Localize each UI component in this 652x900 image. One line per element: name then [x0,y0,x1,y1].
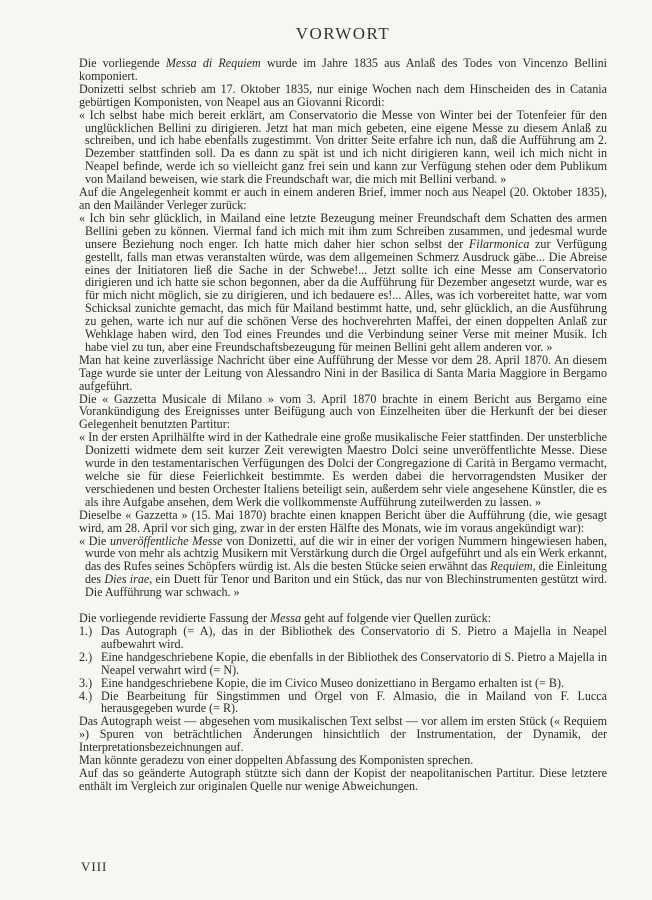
paragraph: Donizetti selbst schrieb am 17. Oktober 1835, nur einige Wochen nach dem Hinscheiden des in Catania gebürtigen Komponisten, von Neapel aus an Giovanni Ricordi: [79,81,607,109]
italic-title: Messa [270,611,301,626]
text-run: Die vorliegende [79,56,166,70]
list-text: Eine handgeschriebene Kopie, die ebenfalls in der Bibliothek des Conservatorio di S. Pietro a Majella in Neapel verwahrt wird (= N). [101,649,607,677]
quotation: « In der ersten Aprilhälfte wird in der Kathedrale eine große musikalische Feier stattfinden. Der unsterbliche Donizetti widmete dem seit kurzer Zeit verewigten Maestro Dolci seine unveröffentlichte Messe. Diese wurde in den testamentarischen Verfügungen des Dolci der Congregazione di Carità in Bergamo vermacht, welche sie für diese Feierlichkeit bestimmte. Es werden dabei die hervorragendsten Musiker der verschiedenen und besten Orchester Italiens beteiligt sein, außerdem sehr viele angesehene Künstler, die es als ihre Aufgabe ansehen, dem Werk die vollkommenste Aufführung zuteilwerden zu lassen. » [79,430,607,509]
preface-text [79,57,607,793]
list-text: Eine handgeschriebene Kopie, die im Civico Museo donizettiano in Bergamo erhalten ist (= B). [101,675,565,690]
list-item [79,651,607,677]
text-run: zur Verfügung gestellt, falls man etwas veranstalten würde, was dem allgemeinen Schmerz Ausdruck gäbe... Die Abreise eines der Initiatoren ließ die Sache in der Schwebe!... Jetzt sollte ich eine Messe am Conservatorio dirigieren und ich hatte sie schon begonnen, aber da die Aufführung für Dezember angesetzt wurde, war es für mich nicht möglich, sie zu dirigieren, und ich bedauere es!... Alles, was ich vorbereitet hatte, war vom Schicksal zunichte gemacht, das mich für Mailand bestimmt hatte, und, sehr glücklich, an die Ausführung zu gehen, warte ich nur auf die schönen Verse des hochverehrten Maffei, der einen doppelten Anlaß zur Wehklage haben wird, den Tod eines Freundes und die Verbindung seiner Verse mit meiner Musik. Ich habe viel zu tun, aber eine Freundschaftsbezeugung für meinen Bellini geht allem anderen vor. » [85,236,607,354]
italic-title: Messa di Requiem [165,56,261,70]
paragraph-intro [79,57,607,83]
paragraph: Auf das so geänderte Autograph stützte sich dann der Kopist der neapolitanischen Partitur. Diese letztere enthält im Vergleich zur originalen Quelle nur wenige Abweichungen. [79,765,607,793]
italic-title: Dies irae [104,572,150,587]
sources-list [79,625,607,715]
quotation [79,535,607,600]
page-title: VORWORT [295,24,391,43]
italic-title: Filarmonica [468,236,530,251]
quotation [79,212,607,354]
quotation: « Ich selbst habe mich bereit erklärt, am Conservatorio die Messe von Winter bei der Totenfeier für den unglücklichen Bellini zu dirigieren. Jetzt hat man mich gebeten, eine eigene Messe zu diesem Anlaß zu schreiben, und ich habe ebenfalls zugestimmt. Von dritter Seite erfahre ich nun, daß die Aufführung am 2. Dezember stattfinden soll. Da es dann zu spät ist und ich nicht dirigieren kann, weil ich mich nicht in Neapel befinde, werde ich so vielleicht ganz frei sein und kann zur Verfügung stehen oder dem Publikum von Mailand beweisen, wie stark die Freundschaft war, die mich mit Bellini verband. » [79,107,607,187]
list-item [79,625,607,651]
paragraph: Dieselbe « Gazzetta » (15. Mai 1870) brachte einen knappen Bericht über die Aufführung (die, wie gesagt wird, am 28. April vor sich ging, zwar in der ersten Hälfte des Monats, wie im voraus angekündigt war): [79,507,607,535]
text-run: von Donizetti, auf die wir in einer der vorigen Nummern hingewiesen haben, wurde von mehr als achtzig Musikern mit Verstärkung durch die Orgel aufgeführt und als ein Werk erkannt, das des Rufes seines Schöpfers würdig ist. Als die besten Stücke seien erwähnt das [85,533,607,574]
paragraph: Auf die Angelegenheit kommt er auch in einem anderen Brief, immer noch aus Neapel (20. Oktober 1835), an den Mailänder Verleger zurück: [79,185,607,212]
text-run: , die Einleitung des [85,559,607,587]
italic-title: unveröffentliche Messe [109,533,223,548]
page-number: VIII [81,859,108,874]
italic-title: Requiem [490,559,533,574]
paragraph: Die « Gazzetta Musicale di Milano » vom 3. April 1870 brachte in einem Bericht aus Bergamo eine Vorankündigung des Ereignisses unter Beifügung auch von Einzelheiten über die Herkunft der bei dieser Gelegenheit benutzten Partitur: [79,391,607,432]
text-run: geht auf folgende vier Quellen zurück: [301,611,492,626]
text-run: Die vorliegende revidierte Fassung der [79,611,271,626]
paragraph: Das Autograph weist — abgesehen vom musikalischen Text selbst — vor allem im ersten Stück (« Requiem ») Spuren von beträchtlichen Änderungen hinsichtlich der Instrumentation, der Dynamik, der Interpretationsbezeichnungen auf. [79,714,607,755]
paragraph: Man könnte geradezu von einer doppelten Abfassung des Komponisten sprechen. [79,753,474,768]
list-item [79,690,607,716]
text-run: wurde im Jahre 1835 aus Anlaß des Todes von Vincenzo Bellini komponiert. [79,56,608,83]
list-number: 1.) [79,623,93,638]
list-number: 4.) [79,688,93,703]
list-number: 2.) [79,649,93,664]
text-run: « Die [79,533,110,548]
text-run: , ein Duett für Tenor und Bariton und ein Stück, das nur von Blechinstrumenten gestützt wird. Die Aufführung war schwach. » [85,572,607,600]
list-text: Die Bearbeitung für Singstimmen und Orgel von F. Almasio, die in Mailand von F. Lucca herausgegeben wurde (= R). [101,688,607,716]
page-body [79,24,607,793]
text-run: « Ich bin sehr glücklich, in Mailand eine letzte Bezeugung meiner Freundschaft dem Schatten des armen Bellini geben zu können. Viermal fand ich mich mit ihm zum Schreiben zusammen, und jedesmal wurde unsere Beziehung noch enger. Ich hatte mich daher hier schon selbst der [79,210,607,251]
list-text: Das Autograph (= A), das in der Bibliothek des Conservatorio di S. Pietro a Majella in Neapel aufbewahrt wird. [101,623,607,651]
paragraph: Man hat keine zuverlässige Nachricht über eine Aufführung der Messe vor dem 28. April 1870. An diesem Tage wurde sie unter der Leitung von Alessandro Nini in der Basilica di Santa Maria Maggiore in Bergamo aufgeführt. [79,352,607,393]
list-number: 3.) [79,675,93,690]
